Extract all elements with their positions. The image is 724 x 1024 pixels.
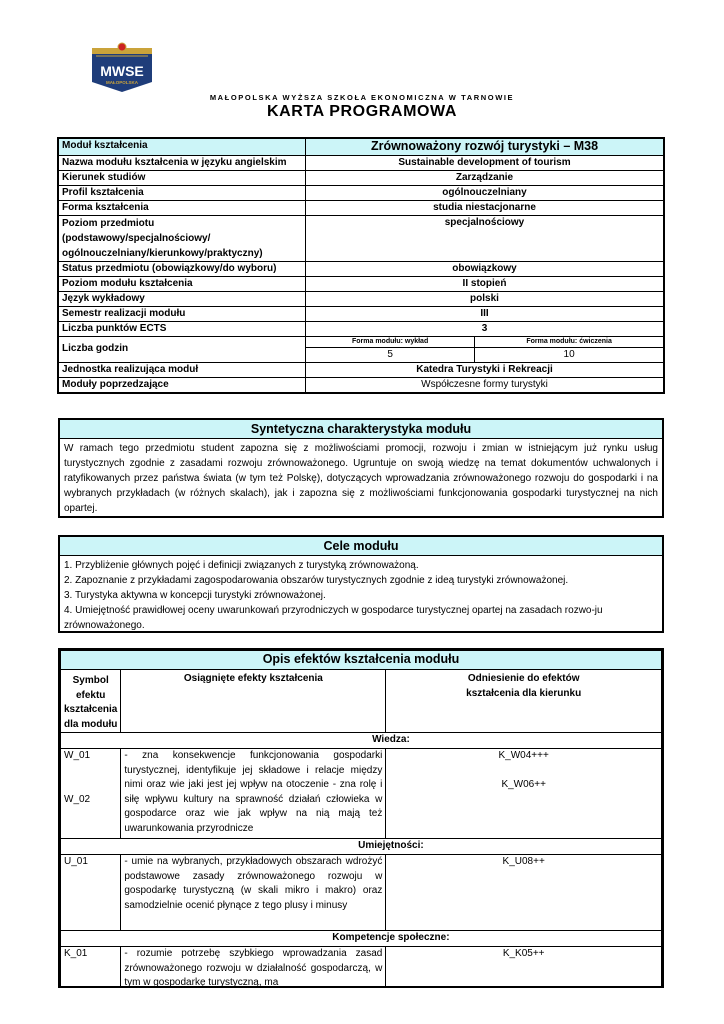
goals-title: Cele modułu xyxy=(60,537,662,556)
module-label: Moduł kształcenia xyxy=(58,138,306,155)
k01-reference: K_K05++ xyxy=(386,947,662,989)
u01-symbol: U_01 xyxy=(61,855,121,931)
col-symbol-header: Symbol efektu kształcenia dla modułu xyxy=(61,670,121,733)
exercise-hours: 10 xyxy=(475,347,664,362)
level-label: Poziom przedmiotu (podstawowy/specjalnościowy/ ogólnouczelniany/kierunkowy/praktyczny) xyxy=(58,215,306,261)
logo-emblem xyxy=(86,42,158,94)
prereq-label: Moduły poprzedzające xyxy=(58,377,306,393)
direction-label: Kierunek studiów xyxy=(58,170,306,185)
svg-text:MWSE: MWSE xyxy=(100,63,144,79)
table-row xyxy=(58,185,664,200)
table-row xyxy=(58,377,664,393)
w02-symbol: W_02 xyxy=(64,793,91,805)
lecture-hours: 5 xyxy=(306,347,475,362)
knowledge-header: Wiedza: xyxy=(121,733,662,749)
language-label: Język wykładowy xyxy=(58,291,306,306)
w01-symbol: W_01 xyxy=(64,750,91,761)
university-name: MAŁOPOLSKA WYŻSZA SZKOŁA EKONOMICZNA W TARNOWIE xyxy=(209,93,515,102)
col-effects-header: Osiągnięte efekty kształcenia xyxy=(121,670,386,733)
outcomes-title: Opis efektów kształcenia modułu xyxy=(61,651,662,670)
exercise-head: Forma modułu: ćwiczenia xyxy=(475,336,664,347)
semester-value: III xyxy=(306,306,665,321)
w-references xyxy=(386,749,662,839)
w02-reference: K_W06++ xyxy=(501,778,546,790)
table-row xyxy=(61,749,662,839)
table-row xyxy=(61,651,662,670)
profile-label: Profil kształcenia xyxy=(58,185,306,200)
goals-list xyxy=(60,556,662,635)
table-row xyxy=(58,155,664,170)
k01-description: - rozumie potrzebę szybkiego wprowadzania zasad zrównoważonego rozwoju w działalność gospodarczą, w tym w gospodarkę turystyczną, ma xyxy=(121,947,386,989)
social-header: Kompetencje społeczne: xyxy=(121,931,662,947)
w01-reference: K_W04+++ xyxy=(498,750,549,761)
goals-section xyxy=(58,535,664,633)
table-row xyxy=(58,306,664,321)
goal-item: 4. Umiejętność prawidłowej oceny uwarunkowań przyrodniczych w gospodarce turystycznej opartej na zasadach rozwo-ju zrównoważonego. xyxy=(64,605,603,631)
ects-label: Liczba punktów ECTS xyxy=(58,321,306,336)
table-row xyxy=(58,215,664,261)
table-row xyxy=(58,138,664,155)
outcomes-table xyxy=(60,650,662,988)
form-value: studia niestacjonarne xyxy=(306,200,665,215)
status-label: Status przedmiotu (obowiązkowy/do wyboru) xyxy=(58,261,306,276)
table-row xyxy=(58,170,664,185)
u01-reference: K_U08++ xyxy=(386,855,662,931)
goal-item: 1. Przybliżenie głównych pojęć i definicji związanych z turystyką zrównoważoną. xyxy=(64,560,419,571)
hours-label: Liczba godzin xyxy=(58,336,306,362)
table-row xyxy=(61,839,662,855)
prereq-value: Współczesne formy turystyki xyxy=(306,377,665,393)
status-value: obowiązkowy xyxy=(306,261,665,276)
skills-header: Umiejętności: xyxy=(121,839,662,855)
table-row xyxy=(61,733,662,749)
ects-value: 3 xyxy=(306,321,665,336)
table-row xyxy=(61,670,662,733)
unit-label: Jednostka realizująca moduł xyxy=(58,362,306,377)
lecture-head: Forma modułu: wykład xyxy=(306,336,475,347)
form-label: Forma kształcenia xyxy=(58,200,306,215)
synthesis-title: Syntetyczna charakterystyka modułu xyxy=(60,420,662,439)
goal-item: 3. Turystyka aktywna w koncepcji turystyki zrównoważonej. xyxy=(64,590,326,601)
module-level-value: II stopień xyxy=(306,276,665,291)
col-reference-header: Odniesienie do efektów kształcenia dla kierunku xyxy=(386,670,662,733)
module-level-label: Poziom modułu kształcenia xyxy=(58,276,306,291)
svg-text:MAŁOPOLSKA: MAŁOPOLSKA xyxy=(106,80,138,85)
table-row xyxy=(58,336,664,347)
u01-description: - umie na wybranych, przykładowych obszarach wdrożyć podstawowe zasady zrównoważonego rozwoju w gospodarkę turystyczną (w skali mikro i makro) oraz samodzielnie ocenić płynące z tego plusy i minusy xyxy=(121,855,386,931)
table-row xyxy=(58,200,664,215)
level-value: specjalnościowy xyxy=(306,215,665,261)
table-row xyxy=(61,947,662,989)
english-name-label: Nazwa modułu kształcenia w języku angielskim xyxy=(58,155,306,170)
module-value: Zrównoważony rozwój turystyki – M38 xyxy=(306,138,665,155)
unit-value: Katedra Turystyki i Rekreacji xyxy=(306,362,665,377)
module-info-table xyxy=(57,137,665,394)
goal-item: 2. Zapoznanie z przykładami zagospodarowania obszarów turystycznych zgodnie z ideą turystyki zrównoważonej. xyxy=(64,575,569,586)
table-row xyxy=(58,362,664,377)
semester-label: Semestr realizacji modułu xyxy=(58,306,306,321)
synthesis-section xyxy=(58,418,664,518)
w-description: - zna konsekwencje funkcjonowania gospodarki turystycznej, identyfikuje jej składowe i relacje między nimi oraz wie jaki jest jej wpływ na otoczenie - zna rolę i siłę wpływu kultury na sprawność działań człowieka w gospodarce oraz wie jak wpływ na nią mają też uwarunkowania przyrodnicze xyxy=(121,749,386,839)
table-row xyxy=(58,261,664,276)
table-row xyxy=(58,276,664,291)
w-symbols xyxy=(61,749,121,839)
document-title: KARTA PROGRAMOWA xyxy=(266,103,458,120)
table-row xyxy=(58,321,664,336)
synthesis-text: W ramach tego przedmiotu student zapozna się z możliwościami promocji, rozwoju i zmian w istniejącym już rynku usług turystycznych zgodnie z zasadami rozwoju zrównoważonego. Ugruntuje on swoją wiedzę na temat dokumentów uchwalonych i ratyfikowanych przez państwa świata (w tym też Polskę), dotyczących wprowadzania zrównoważonego rozwoju do gospodarki i na wybranych przykładach (w różnych skalach), jak i zapozna się z możliwościami funkcjonowania gospodarki turystycznej na nich opartej. xyxy=(64,443,658,514)
university-logo xyxy=(86,42,158,94)
table-row xyxy=(61,931,662,947)
table-row xyxy=(61,855,662,931)
english-name-value: Sustainable development of tourism xyxy=(306,155,665,170)
profile-value: ogólnouczelniany xyxy=(306,185,665,200)
direction-value: Zarządzanie xyxy=(306,170,665,185)
language-value: polski xyxy=(306,291,665,306)
outcomes-section xyxy=(58,648,664,988)
table-row xyxy=(58,291,664,306)
k01-symbol: K_01 xyxy=(61,947,121,989)
